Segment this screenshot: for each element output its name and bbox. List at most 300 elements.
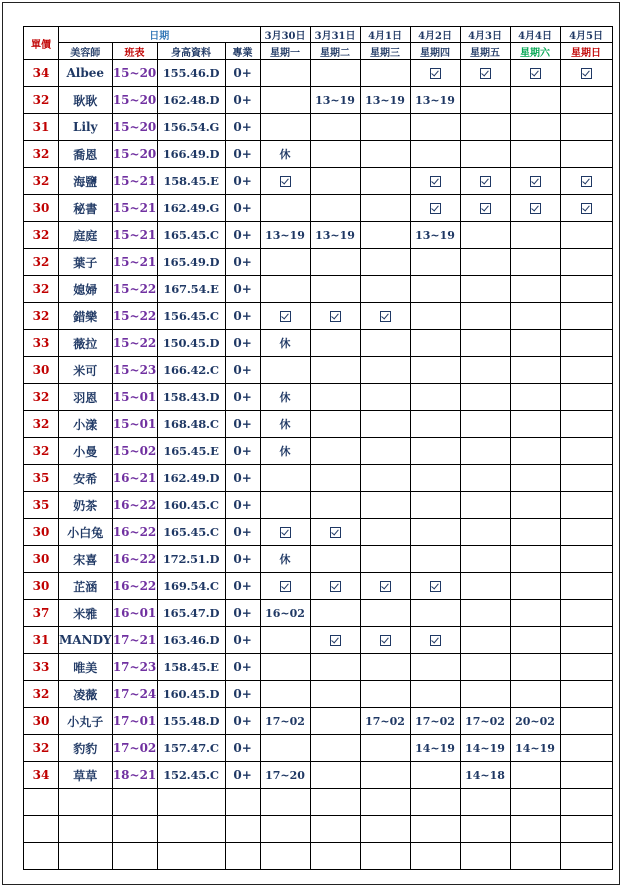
shift-cell: 15~20 [112,114,157,141]
body-data-cell: 158.45.E [157,654,225,681]
checkbox-checked-icon [530,176,541,187]
day-cell [310,195,360,222]
checkbox-checked-icon [480,176,491,187]
shift-cell: 15~22 [112,330,157,357]
empty-cell [460,816,510,843]
empty-cell [24,843,59,870]
schedule-table [23,26,613,870]
spec-cell: 0+ [225,465,260,492]
checkbox-checked-icon [581,203,592,214]
day-cell [510,546,560,573]
day-cell [360,195,410,222]
day-cell [510,87,560,114]
stylist-name: Albee [59,60,113,87]
day-cell [410,303,460,330]
table-row [24,438,613,465]
shift-cell: 16~21 [112,465,157,492]
checkbox-checked-icon [330,311,341,322]
date-cell: 4月2日 [410,27,460,43]
day-cell [410,627,460,654]
day-cell [310,519,360,546]
day-cell: 14~19 [410,735,460,762]
empty-row [24,816,613,843]
day-cell [510,600,560,627]
day-cell [460,627,510,654]
spec-cell: 0+ [225,249,260,276]
spec-header: 專業 [225,43,260,60]
price-cell: 30 [24,573,59,600]
empty-cell [510,789,560,816]
empty-cell [460,843,510,870]
day-cell: 14~19 [510,735,560,762]
day-cell [510,762,560,789]
empty-cell [410,816,460,843]
price-cell: 31 [24,114,59,141]
table-row [24,168,613,195]
day-cell [510,411,560,438]
body-data-cell: 166.42.C [157,357,225,384]
price-cell: 31 [24,627,59,654]
day-cell [310,600,360,627]
stylist-name: 米可 [59,357,113,384]
spec-cell: 0+ [225,519,260,546]
day-cell [510,654,560,681]
body-data-cell: 162.49.G [157,195,225,222]
day-cell: 17~02 [260,708,310,735]
day-cell: 13~19 [310,87,360,114]
price-cell: 32 [24,168,59,195]
day-cell [360,411,410,438]
shift-cell: 17~01 [112,708,157,735]
day-cell [510,519,560,546]
day-cell: 17~02 [410,708,460,735]
day-cell: 17~20 [260,762,310,789]
day-cell [460,681,510,708]
spec-cell: 0+ [225,195,260,222]
stylist-name: 小丸子 [59,708,113,735]
table-row [24,384,613,411]
empty-cell [225,789,260,816]
day-cell [310,627,360,654]
empty-cell [112,843,157,870]
shift-header: 班表 [112,43,157,60]
checkbox-checked-icon [430,68,441,79]
day-cell [560,708,612,735]
shift-cell: 15~21 [112,222,157,249]
empty-cell [157,789,225,816]
empty-row [24,843,613,870]
date-cell: 4月3日 [460,27,510,43]
day-cell [410,330,460,357]
shift-cell: 15~21 [112,195,157,222]
shift-cell: 15~22 [112,303,157,330]
weekday-cell: 星期五 [460,43,510,60]
table-row [24,114,613,141]
shift-cell: 17~02 [112,735,157,762]
shift-cell: 15~01 [112,411,157,438]
price-cell: 32 [24,411,59,438]
shift-cell: 15~20 [112,141,157,168]
empty-cell [59,843,113,870]
day-cell [410,546,460,573]
day-cell [560,546,612,573]
day-cell [410,519,460,546]
day-cell [310,465,360,492]
checkbox-checked-icon [330,527,341,538]
table-row [24,303,613,330]
day-cell [460,141,510,168]
day-cell [510,438,560,465]
weekday-cell: 星期二 [310,43,360,60]
stylist-name: 喬恩 [59,141,113,168]
table-row [24,195,613,222]
date-cell: 4月1日 [360,27,410,43]
empty-cell [510,816,560,843]
day-cell [260,303,310,330]
day-cell [360,141,410,168]
price-cell: 30 [24,546,59,573]
day-cell [310,492,360,519]
body-data-cell: 150.45.D [157,330,225,357]
day-cell [460,654,510,681]
day-cell [260,60,310,87]
spec-cell: 0+ [225,141,260,168]
day-cell [510,60,560,87]
table-row [24,546,613,573]
checkbox-checked-icon [280,527,291,538]
empty-cell [225,816,260,843]
day-cell [510,195,560,222]
empty-cell [24,816,59,843]
table-row [24,465,613,492]
stylist-name: 豹豹 [59,735,113,762]
header-row-labels [24,43,613,60]
table-row [24,276,613,303]
table-row [24,60,613,87]
stylist-header: 美容師 [59,43,113,60]
day-cell [410,357,460,384]
empty-cell [360,789,410,816]
day-cell: 14~18 [460,762,510,789]
price-cell: 32 [24,222,59,249]
table-row [24,654,613,681]
checkbox-checked-icon [380,311,391,322]
day-cell: 休 [260,438,310,465]
day-cell [310,357,360,384]
empty-cell [157,816,225,843]
day-cell [310,735,360,762]
checkbox-checked-icon [280,581,291,592]
day-cell [260,195,310,222]
empty-cell [260,789,310,816]
day-cell: 休 [260,546,310,573]
price-cell: 34 [24,60,59,87]
table-row [24,492,613,519]
day-cell [460,168,510,195]
empty-cell [157,843,225,870]
table-row [24,330,613,357]
day-cell [260,654,310,681]
day-cell [510,465,560,492]
day-cell [360,276,410,303]
day-cell [310,330,360,357]
day-cell [360,60,410,87]
empty-cell [59,789,113,816]
empty-cell [310,789,360,816]
price-cell: 30 [24,708,59,735]
day-cell [560,654,612,681]
shift-cell: 15~22 [112,276,157,303]
checkbox-checked-icon [430,635,441,646]
shift-cell: 15~21 [112,249,157,276]
body-data-cell: 156.45.C [157,303,225,330]
stylist-name: 唯美 [59,654,113,681]
day-cell [560,357,612,384]
price-cell: 32 [24,249,59,276]
shift-cell: 17~23 [112,654,157,681]
checkbox-checked-icon [530,68,541,79]
price-cell: 32 [24,384,59,411]
checkbox-checked-icon [280,311,291,322]
stylist-name: 秘書 [59,195,113,222]
date-cell: 4月5日 [560,27,612,43]
spec-cell: 0+ [225,708,260,735]
day-cell [310,303,360,330]
day-cell [360,627,410,654]
stylist-name: 海鹽 [59,168,113,195]
table-row [24,222,613,249]
day-cell [560,330,612,357]
spec-cell: 0+ [225,276,260,303]
day-cell [560,411,612,438]
price-cell: 30 [24,519,59,546]
spec-cell: 0+ [225,735,260,762]
day-cell [560,195,612,222]
day-cell [560,762,612,789]
day-cell: 13~19 [260,222,310,249]
body-data-cell: 158.43.D [157,384,225,411]
day-cell [260,114,310,141]
day-cell: 13~19 [410,87,460,114]
day-cell [310,708,360,735]
empty-cell [225,843,260,870]
body-data-cell: 163.46.D [157,627,225,654]
day-cell [510,168,560,195]
price-cell: 32 [24,141,59,168]
body-data-cell: 162.49.D [157,465,225,492]
day-cell [260,735,310,762]
weekday-cell: 星期六 [510,43,560,60]
day-cell: 休 [260,330,310,357]
body-data-cell: 165.45.C [157,519,225,546]
day-cell [360,222,410,249]
empty-cell [410,789,460,816]
day-cell [510,384,560,411]
empty-cell [59,816,113,843]
body-data-cell: 165.47.D [157,600,225,627]
stylist-name: 羽恩 [59,384,113,411]
day-cell [560,735,612,762]
checkbox-checked-icon [530,203,541,214]
day-cell [560,384,612,411]
date-cell: 3月31日 [310,27,360,43]
stylist-name: 小白兔 [59,519,113,546]
day-cell [360,681,410,708]
table-row [24,357,613,384]
checkbox-checked-icon [280,176,291,187]
spec-cell: 0+ [225,384,260,411]
day-cell [460,573,510,600]
day-cell [410,492,460,519]
table-row [24,141,613,168]
day-cell [360,519,410,546]
day-cell [360,330,410,357]
empty-cell [560,816,612,843]
body-data-cell: 157.47.C [157,735,225,762]
price-cell: 33 [24,330,59,357]
shift-cell: 15~20 [112,60,157,87]
price-cell: 34 [24,762,59,789]
day-cell [260,357,310,384]
day-cell [560,276,612,303]
checkbox-checked-icon [430,203,441,214]
empty-cell [260,816,310,843]
price-cell: 32 [24,303,59,330]
day-cell [310,411,360,438]
day-cell: 休 [260,411,310,438]
stylist-name: 媳婦 [59,276,113,303]
price-cell: 35 [24,465,59,492]
empty-cell [360,843,410,870]
stylist-name: 凌薇 [59,681,113,708]
day-cell [410,573,460,600]
day-cell [460,222,510,249]
checkbox-checked-icon [581,68,592,79]
spec-cell: 0+ [225,762,260,789]
day-cell [310,573,360,600]
date-cell: 4月4日 [510,27,560,43]
empty-row [24,789,613,816]
date-cell: 3月30日 [260,27,310,43]
table-row [24,708,613,735]
day-cell [310,249,360,276]
day-cell [510,627,560,654]
body-header: 身高資料 [157,43,225,60]
day-cell [560,492,612,519]
body-data-cell: 162.48.D [157,87,225,114]
checkbox-checked-icon [430,176,441,187]
body-data-cell: 160.45.C [157,492,225,519]
empty-cell [460,789,510,816]
spec-cell: 0+ [225,330,260,357]
day-cell [460,249,510,276]
day-cell: 17~02 [360,708,410,735]
body-data-cell: 155.48.D [157,708,225,735]
table-row [24,411,613,438]
day-cell [310,681,360,708]
checkbox-checked-icon [380,635,391,646]
day-cell [360,384,410,411]
day-cell [360,546,410,573]
day-cell [510,249,560,276]
table-row [24,87,613,114]
empty-cell [112,789,157,816]
day-cell: 17~02 [460,708,510,735]
shift-cell: 16~22 [112,573,157,600]
spec-cell: 0+ [225,411,260,438]
day-cell [410,384,460,411]
table-row [24,735,613,762]
spec-cell: 0+ [225,492,260,519]
header-row-dates [24,27,613,43]
weekday-cell: 星期日 [560,43,612,60]
stylist-name: 小曼 [59,438,113,465]
day-cell [360,357,410,384]
day-cell [560,465,612,492]
body-data-cell: 166.49.D [157,141,225,168]
body-data-cell: 160.45.D [157,681,225,708]
body-data-cell: 169.54.C [157,573,225,600]
day-cell [510,330,560,357]
day-cell [360,573,410,600]
stylist-name: 米雅 [59,600,113,627]
weekday-cell: 星期四 [410,43,460,60]
day-cell: 休 [260,141,310,168]
stylist-name: 葉子 [59,249,113,276]
empty-cell [260,843,310,870]
day-cell [560,87,612,114]
body-data-cell: 158.45.E [157,168,225,195]
table-row [24,762,613,789]
day-cell [460,60,510,87]
spec-cell: 0+ [225,573,260,600]
day-cell [310,384,360,411]
shift-cell: 18~21 [112,762,157,789]
day-cell [410,600,460,627]
day-cell [310,276,360,303]
day-cell: 20~02 [510,708,560,735]
spec-cell: 0+ [225,222,260,249]
day-cell [360,465,410,492]
day-cell [360,114,410,141]
shift-cell: 15~01 [112,384,157,411]
day-cell [360,168,410,195]
shift-cell: 15~23 [112,357,157,384]
body-data-cell: 165.45.E [157,438,225,465]
day-cell [310,114,360,141]
price-cell: 32 [24,276,59,303]
shift-cell: 15~02 [112,438,157,465]
day-cell [410,762,460,789]
day-cell [260,573,310,600]
checkbox-checked-icon [480,68,491,79]
day-cell [260,276,310,303]
day-cell [310,60,360,87]
day-cell [410,681,460,708]
shift-cell: 16~22 [112,492,157,519]
stylist-name: Lily [59,114,113,141]
checkbox-checked-icon [581,176,592,187]
day-cell [410,195,460,222]
day-cell [460,546,510,573]
price-cell: 32 [24,681,59,708]
day-cell [360,654,410,681]
day-cell [410,141,460,168]
schedule-body [24,60,613,870]
shift-cell: 15~21 [112,168,157,195]
spec-cell: 0+ [225,357,260,384]
day-cell [560,600,612,627]
